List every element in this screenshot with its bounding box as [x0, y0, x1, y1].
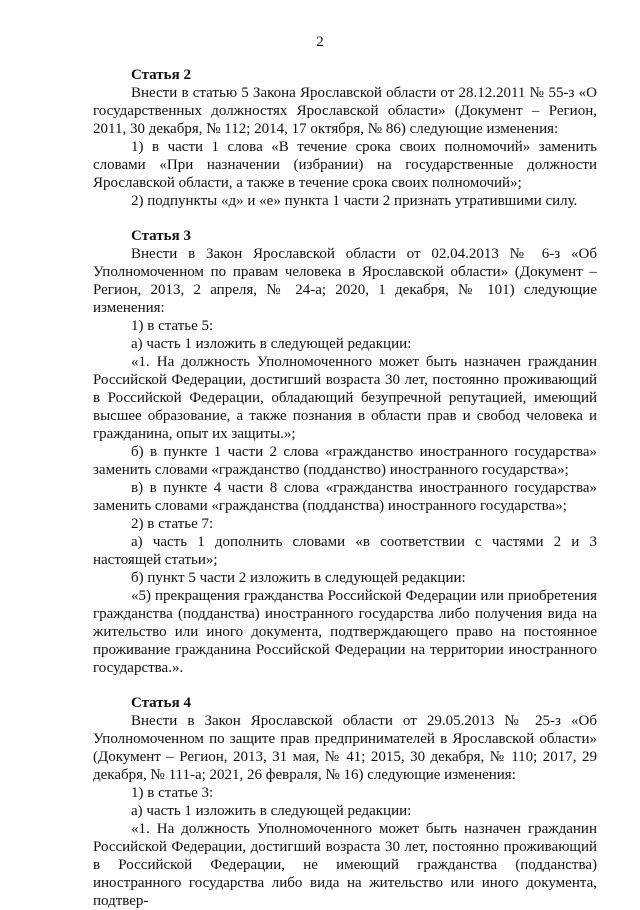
paragraph: «5) прекращения гражданства Российской Федерации или приобретения гражданства (подданства) иностранного государства либо получения вида на жительство или иного документа, подтверждающего право на постоянное проживание гражданина Российской Федерации на территории иностранного государства.».	[93, 588, 597, 676]
paragraph: б) пункт 5 части 2 изложить в следующей редакции:	[131, 570, 466, 586]
paragraph: Внести в Закон Ярославской области от 02.04.2013 № 6-з «Об Уполномоченном по правам человека в Ярославской области» (Документ – Регион, 2013, 2 апреля, № 24-а; 2020, 1 декабря, № 101) следующие изменения:	[93, 246, 597, 316]
article-4	[93, 694, 597, 910]
paragraph: а) часть 1 дополнить словами «в соответствии с частями 2 и 3 настоящей статьи»;	[93, 534, 597, 568]
article-heading: Статья 3	[131, 228, 191, 244]
paragraph: 2) подпункты «д» и «е» пункта 1 части 2 признать утратившими силу.	[131, 193, 578, 209]
paragraph: 1) в части 1 слова «В течение срока своих полномочий» заменить словами «При назначении (избрании) на государственные должности Ярославской области, а также в течение срока своих полномочий»;	[93, 139, 597, 191]
article-heading: Статья 4	[131, 695, 191, 711]
paragraph: в) в пункте 4 части 8 слова «гражданства иностранного государства» заменить словами «гражданства (подданства) иностранного государства»;	[93, 480, 597, 514]
paragraph: а) часть 1 изложить в следующей редакции:	[131, 336, 412, 352]
paragraph: Внести в статью 5 Закона Ярославской области от 28.12.2011 № 55-з «О государственных должностях Ярославской области» (Документ – Регион, 2011, 30 декабря, № 112; 2014, 17 октября, № 86) следующие изменения:	[93, 85, 597, 137]
document-body	[93, 66, 597, 910]
paragraph: «1. На должность Уполномоченного может быть назначен гражданин Российской Федерации, достигший возраста 30 лет, постоянно проживающий в Российской Федерации, не имеющий гражданства (подданства) иностранного государства либо вида на жительство или иного документа, подтвер-	[93, 821, 597, 909]
paragraph: а) часть 1 изложить в следующей редакции:	[131, 803, 412, 819]
article-heading: Статья 2	[131, 67, 191, 83]
paragraph: «1. На должность Уполномоченного может быть назначен гражданин Российской Федерации, достигший возраста 30 лет, постоянно проживающий в Российской Федерации, обладающий безупречной репутацией, имеющий высшее образование, а также познания в области прав и свобод человека и гражданина, опыт их защиты.»;	[93, 354, 597, 442]
paragraph: Внести в Закон Ярославской области от 29.05.2013 № 25-з «Об Уполномоченном по защите прав предпринимателей в Ярославской области» (Документ – Регион, 2013, 31 мая, № 41; 2015, 30 декабря, № 110; 2017, 29 декабря, № 111-а; 2021, 26 февраля, № 16) следующие изменения:	[93, 713, 597, 783]
page-number: 2	[316, 34, 324, 50]
paragraph: 2) в статье 7:	[131, 516, 214, 532]
article-3	[93, 227, 597, 677]
article-2	[93, 66, 597, 210]
paragraph: 1) в статье 5:	[131, 318, 214, 334]
paragraph: 1) в статье 3:	[131, 785, 214, 801]
paragraph: б) в пункте 1 части 2 слова «гражданство иностранного государства» заменить словами «гражданство (подданство) иностранного государства»;	[93, 444, 597, 478]
